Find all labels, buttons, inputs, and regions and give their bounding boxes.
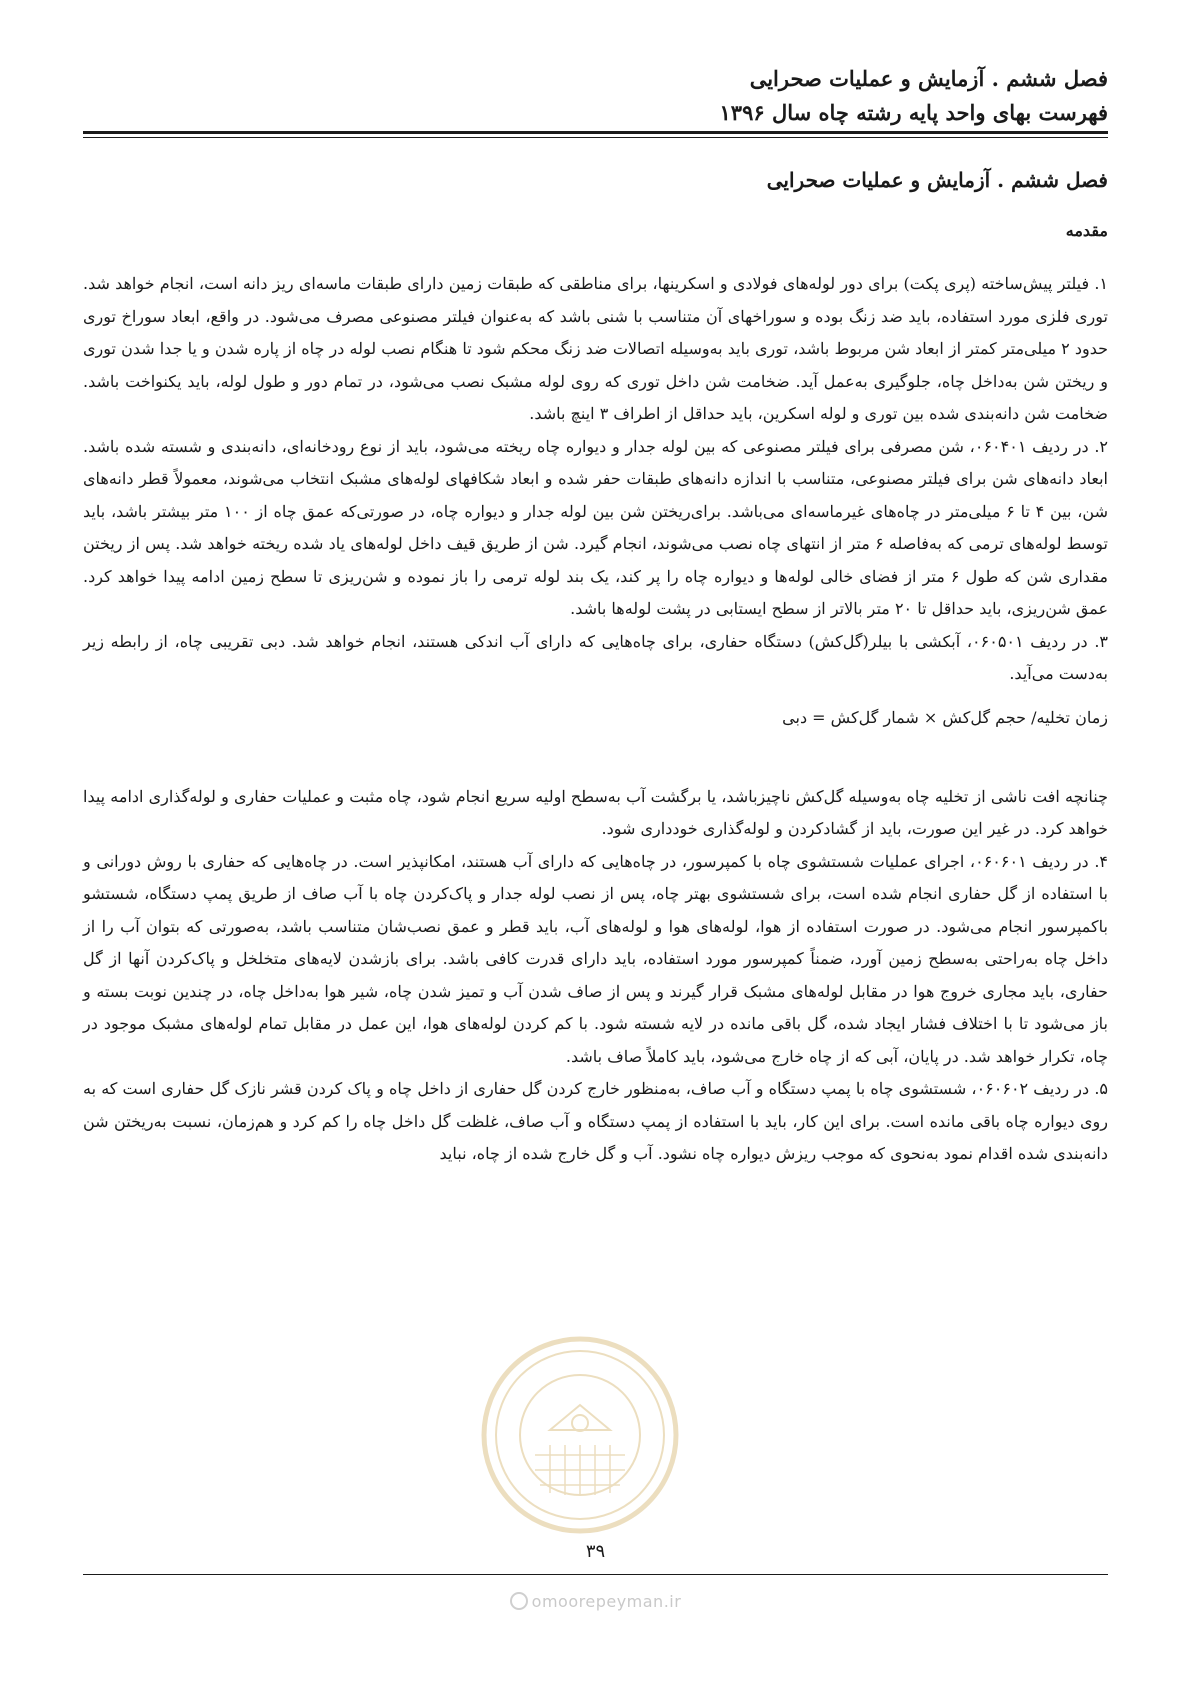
watermark-url-text: omoorepeyman.ir: [531, 1592, 682, 1611]
page-content: [83, 160, 1108, 1171]
paragraph-4: چنانچه افت ناشی از تخلیه چاه به‌وسیله گل‌کش ناچیزباشد، یا برگشت آب به‌سطح اولیه سریع انجام شود، چاه مثبت و عملیات حفاری و لوله‌گذاری ادامه پیدا خواهد کرد. در غیر این صورت، باید از گشادکردن و لوله‌گذاری خودداری شود.: [83, 786, 1108, 838]
header-rule-thin: [83, 137, 1108, 138]
footer-rule: [83, 1574, 1108, 1575]
section-title-introduction: مقدمه: [1065, 221, 1108, 240]
running-header: [83, 62, 1108, 130]
at-sign-icon: [510, 1592, 528, 1610]
paragraph-1: ۱. فیلتر پیش‌ساخته (پری پکت) برای دور لوله‌های فولادی و اسکرینها، برای مناطقی که طبقات زمین دارای طبقات ماسه‌ای ریز دانه است، انجام خواهد شد. توری فلزی مورد استفاده، باید ضد زنگ بوده و سوراخهای آن متناسب با شنی باشد که به‌عنوان فیلتر مصنوعی مصرف می‌شود. در واقع، ابعاد سوراخ توری حدود ۲ میلی‌متر کمتر از ابعاد شن مربوط باشد، توری باید به‌وسیله اتصالات ضد زنگ محکم شود تا هنگام نصب لوله در چاه از پاره شدن و یا جدا شدن توری و ریختن شن به‌داخل چاه، جلوگیری به‌عمل آید. ضخامت شن داخل توری که روی لوله مشبک نصب می‌شود، در تمام دور و طول لوله، باید یکنواخت باشد. ضخامت شن دانه‌بندی شده بین توری و لوله اسکرین، باید حداقل از اطراف ۳ اینچ باشد.: [83, 274, 1108, 423]
chapter-title: فصل ششم . آزمایش و عملیات صحرایی: [766, 168, 1108, 192]
header-price-list-line: فهرست بهای واحد پایه رشته چاه سال ۱۳۹۶: [719, 100, 1108, 125]
paragraph-2: ۲. در ردیف ۰۶۰۴۰۱، شن مصرفی برای فیلتر مصنوعی که بین لوله جدار و دیواره چاه ریخته می‌شود، باید از نوع رودخانه‌ای، دانه‌بندی و شسته شده باشد. ابعاد دانه‌های شن برای فیلتر مصنوعی، متناسب با اندازه دانه‌های طبقات حفر شده و ابعاد شکافهای لوله‌های مشبک انتخاب می‌شوند، معمولاً قطر دانه‌های شن، بین ۴ تا ۶ میلی‌متر در چاه‌های غیرماسه‌ای می‌باشد. برای‌ریختن شن بین لوله جدار و دیواره چاه، در صورتی‌که عمق چاه از ۱۰۰ متر بیشتر باشد، باید توسط لوله‌های ترمی که به‌فاصله ۶ متر از انتهای چاه نصب می‌شوند، انجام گیرد. شن از طریق قیف داخل لوله‌های یاد شده ریخته خواهد شد. پس از ریختن مقداری شن که طول ۶ متر از فضای خالی لوله‌ها و دیواره چاه را پر کند، یک بند لوله ترمی را باز نموده و شن‌ریزی تا سطح زمین ادامه پیدا خواهد کرد. عمق شن‌ریزی، باید حداقل تا ۲۰ متر بالاتر از سطح ایستابی در پشت لوله‌ها باشد.: [83, 436, 1109, 618]
paragraph-3: ۳. در ردیف ۰۶۰۵۰۱، آبکشی با بیلر(گل‌کش) دستگاه حفاری، برای چاه‌هایی که دارای آب اندکی هستند، انجام خواهد شد. دبی تقریبی چاه، از رابطه زیر به‌دست می‌آید.: [83, 631, 1109, 683]
header-rule-thick: [83, 131, 1108, 134]
watermark-url: [0, 1592, 1191, 1611]
header-chapter-line: فصل ششم . آزمایش و عملیات صحرایی: [749, 66, 1108, 91]
page-number: ۳۹: [585, 1541, 606, 1562]
discharge-formula: زمان تخلیه/ حجم گل‌کش × شمار گل‌کش = دبی: [782, 707, 1108, 727]
paragraph-5: ۴. در ردیف ۰۶۰۶۰۱، اجرای عملیات شستشوی چاه با کمپرسور، در چاه‌هایی که دارای آب هستند، امکانپذیر است. در چاه‌هایی که حفاری با روش دورانی و با استفاده از گل حفاری انجام شده است، برای شستشوی بهتر چاه، پس از نصب لوله جدار و پاک‌کردن چاه با آب صاف از طریق پمپ دستگاه، شستشو باکمپرسور انجام می‌شود. در صورت استفاده از هوا، لوله‌های هوا و لوله‌های آب، باید قطر و عمق نصب‌شان متناسب باشد، به‌صورتی که بتوان آب را از داخل چاه به‌راحتی به‌سطح زمین آورد، ضمناً کمپرسور مورد استفاده، باید دارای قدرت کافی باشد. برای بازشدن لایه‌های متخلخل و پاک‌کردن آنها از گل حفاری، باید مجاری خروج هوا در مقابل لوله‌های مشبک قرار گیرند و پس از صاف شدن آب و تمیز شدن چاه، شیر هوا به‌داخل چاه، در چندین نوبت بسته و باز می‌شود تا با اختلاف فشار ایجاد شده، گل باقی مانده در لایه شسته شود. با کم کردن لوله‌های هوا، این عمل در مقابل تمام لوله‌های مشبک موجود در چاه، تکرار خواهد شد. در پایان، آبی که از چاه خارج می‌شود، باید کاملاً صاف باشد.: [83, 851, 1109, 1066]
watermark-seal-icon: [480, 1335, 680, 1535]
paragraph-6: ۵. در ردیف ۰۶۰۶۰۲، شستشوی چاه با پمپ دستگاه و آب صاف، به‌منظور خارج کردن گل حفاری از داخل چاه و پاک کردن قشر نازک گل حفاری است که به روی دیواره چاه باقی مانده است. برای این کار، باید با استفاده از پمپ دستگاه و آب صاف، غلظت گل داخل چاه را کم کرد و هم‌زمان، نسبت به‌ریختن شن دانه‌بندی شده اقدام نمود به‌نحوی که موجب ریزش دیواره چاه نشود. آب و گل خارج شده از چاه، نباید: [83, 1079, 1109, 1163]
